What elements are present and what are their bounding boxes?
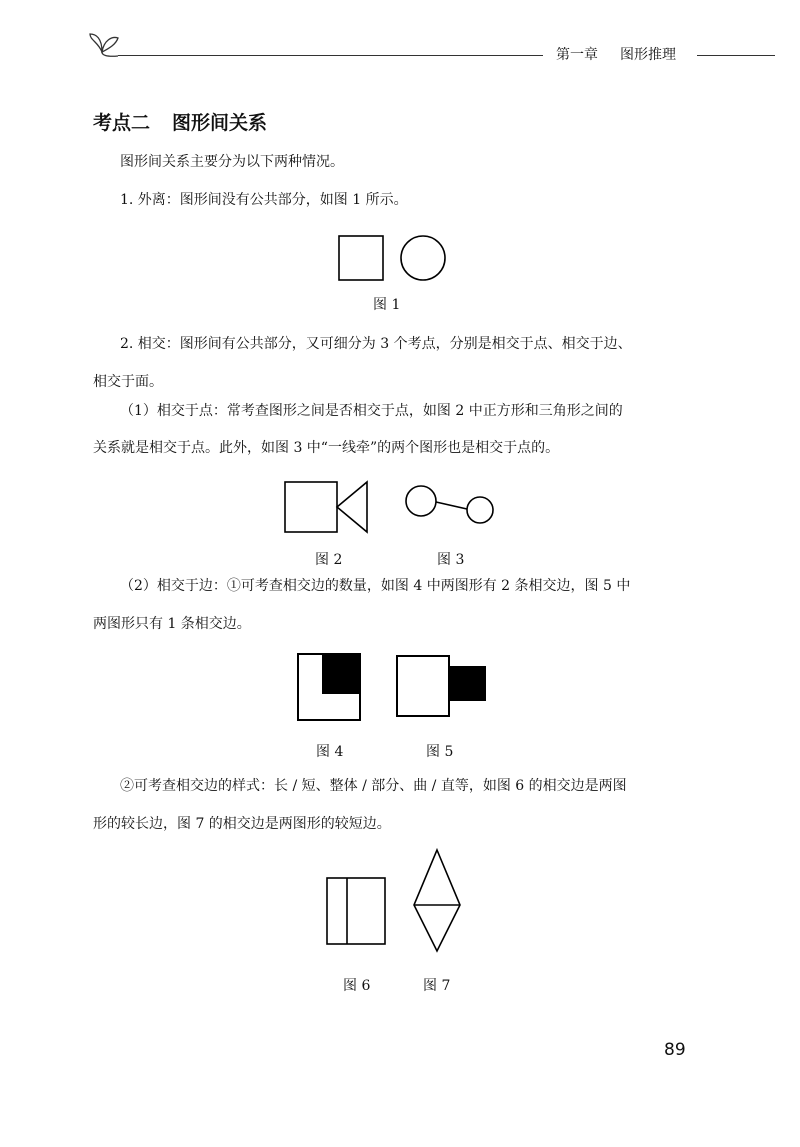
fig3-connector — [436, 502, 467, 509]
figure-7 — [411, 847, 463, 955]
figure-6 — [324, 875, 388, 947]
fig3-circle-right — [467, 497, 493, 523]
caption-fig1: 图 1 — [373, 297, 401, 313]
section-title — [93, 108, 267, 135]
caption-fig6: 图 6 — [343, 978, 371, 994]
item-2-paragraph-line1: 2. 相交：图形间有公共部分，又可细分为 3 个考点，分别是相交于点、相交于边、 — [120, 336, 632, 352]
leaf-icon — [88, 30, 122, 60]
item-2-2-paragraph-line2: 两图形只有 1 条相交边。 — [93, 616, 251, 632]
fig2-triangle — [337, 482, 367, 532]
figure-1 — [336, 233, 448, 285]
chapter-title: 图形推理 — [620, 47, 676, 63]
item-2-1-paragraph-line2: 关系就是相交于点。此外，如图 3 中“一线牵”的两个图形也是相交于点的。 — [93, 440, 560, 456]
caption-fig4: 图 4 — [316, 744, 344, 760]
header-rule-right — [697, 55, 775, 56]
figure-2 — [282, 478, 372, 536]
item-2-2b-paragraph-line1: ②可考查相交边的样式：长 / 短、整体 / 部分、曲 / 直等，如图 6 的相交边是两图 — [120, 778, 627, 794]
caption-fig2: 图 2 — [315, 552, 343, 568]
fig5-square — [397, 656, 449, 716]
fig1-square — [339, 236, 383, 280]
running-header — [556, 44, 676, 64]
item-2-2b-paragraph-line2: 形的较长边，图 7 的相交边是两图形的较短边。 — [93, 816, 391, 832]
item-2-2-paragraph-line1: （2）相交于边：①可考查相交边的数量，如图 4 中两图形有 2 条相交边，图 5 中 — [120, 578, 631, 594]
header-rule-left — [118, 55, 543, 56]
item-1-paragraph: 1. 外离：图形间没有公共部分，如图 1 所示。 — [120, 192, 408, 208]
intro-paragraph: 图形间关系主要分为以下两种情况。 — [120, 154, 344, 170]
fig4-black-square — [322, 654, 360, 694]
chapter-number: 第一章 — [556, 47, 598, 63]
item-2-1-paragraph-line1: （1）相交于点：常考查图形之间是否相交于点，如图 2 中正方形和三角形之间的 — [120, 403, 623, 419]
figure-3 — [403, 483, 497, 527]
caption-fig7: 图 7 — [423, 978, 451, 994]
caption-fig3: 图 3 — [437, 552, 465, 568]
fig5-black-square — [449, 666, 486, 701]
fig3-circle-left — [406, 486, 436, 516]
item-2-paragraph-line2: 相交于面。 — [93, 374, 163, 390]
caption-fig5: 图 5 — [426, 744, 454, 760]
figure-5 — [394, 653, 490, 719]
section-name: 图形间关系 — [172, 112, 268, 134]
fig2-square — [285, 482, 337, 532]
section-number: 考点二 — [93, 112, 151, 134]
page-number: 89 — [664, 1040, 686, 1060]
fig7-diamond — [414, 850, 460, 951]
fig1-circle — [401, 236, 445, 280]
fig6-outer-rect — [327, 878, 385, 944]
figure-4 — [295, 651, 365, 723]
